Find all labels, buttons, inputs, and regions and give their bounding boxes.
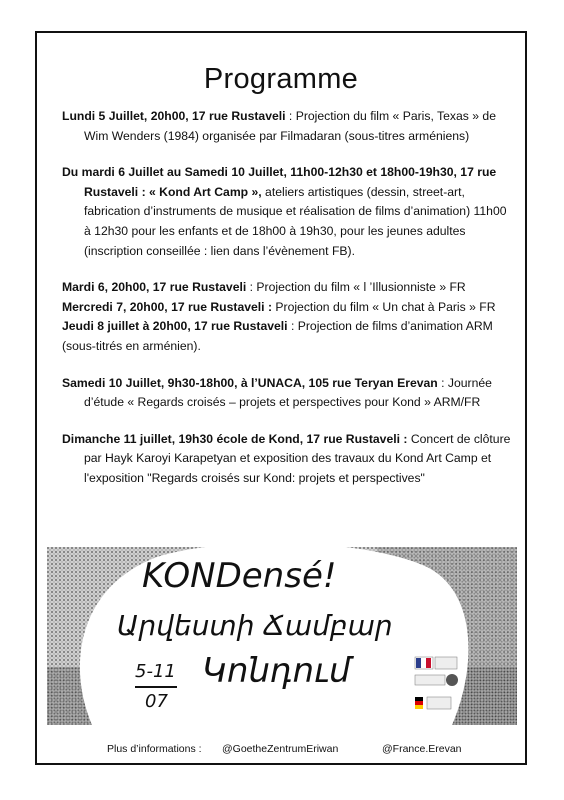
ministry-logo: [435, 657, 457, 669]
poster-title-line3: Կոնդում: [202, 651, 351, 691]
entry-text: Concert de clôture par Hayk Karoyi Karapetyan et exposition des travaux du Kond Art Camp et l'exposition "Regards croisés sur Kond: projets et perspectives": [84, 431, 511, 485]
program-entry: [62, 317, 512, 356]
goethe-logo: [415, 675, 445, 685]
kondense-poster: [47, 547, 517, 725]
program-entry: [62, 374, 512, 413]
entry-text: : Projection de films d’animation ARM (sous-titrés en arménien).: [62, 319, 493, 353]
program-entry: [62, 298, 512, 318]
poster-date-bottom: 07: [145, 691, 168, 712]
program-entry: [62, 107, 512, 146]
poster-title-line1: KONDensé!: [142, 556, 337, 596]
entry-heading: Samedi 10 Juillet, 9h30-18h00, à l’UNACA, 105 rue Teryan Erevan: [62, 375, 438, 390]
entry-text: ateliers artistiques (dessin, street-art, fabrication d’instruments de musique et réalisation de films d’animation) 11h00 à 12h30 pour les enfants et de 18h00 à 19h30, pour les jeunes adultes (inscription conseillée : lien dans l’évènement FB).: [84, 184, 507, 258]
poster-title-line2: Արվեստի Ճամբար: [117, 609, 393, 642]
program-frame: [35, 31, 527, 765]
goethe-handle: @GoetheZentrumEriwan: [222, 743, 339, 755]
entry-text: : Projection du film « Paris, Texas » de Wim Wenders (1984) organisée par Filmadaran (sous-titres arméniens): [84, 109, 496, 143]
entry-heading: Dimanche 11 juillet, 19h30 école de Kond, 17 rue Rustaveli :: [62, 431, 408, 446]
footer-label: Plus d’informations :: [107, 743, 202, 755]
poster-date-top: 5-11: [135, 661, 176, 682]
entry-heading: Mardi 6, 20h00, 17 rue Rustaveli: [62, 280, 247, 295]
poster-graphic: [47, 547, 517, 725]
entry-text: : Projection du film « l ’Illusionniste » FR: [246, 280, 466, 295]
france-handle: @France.Erevan: [382, 743, 462, 755]
page-title: Programme: [203, 63, 359, 95]
program-list: [62, 107, 512, 489]
federal-office-logo: [427, 697, 451, 709]
round-logo: [446, 674, 458, 686]
program-entry: [62, 163, 512, 261]
entry-heading: Jeudi 8 juillet à 20h00, 17 rue Rustaveli: [62, 319, 288, 334]
entry-heading: Mercredi 7, 20h00, 17 rue Rustaveli :: [62, 299, 272, 314]
program-entry: [62, 278, 512, 298]
program-entry: [62, 430, 512, 489]
entry-text: : Journée d’étude « Regards croisés – projets et perspectives pour Kond » ARM/FR: [84, 375, 492, 410]
entry-text: Projection du film « Un chat à Paris » FR: [272, 299, 496, 314]
entry-heading: Lundi 5 Juillet, 20h00, 17 rue Rustaveli: [62, 109, 286, 123]
entry-heading: Du mardi 6 Juillet au Samedi 10 Juillet, 11h00-12h30 et 18h00-19h30, 17 rue Rustaveli : « Kond Art Camp »,: [62, 165, 497, 199]
